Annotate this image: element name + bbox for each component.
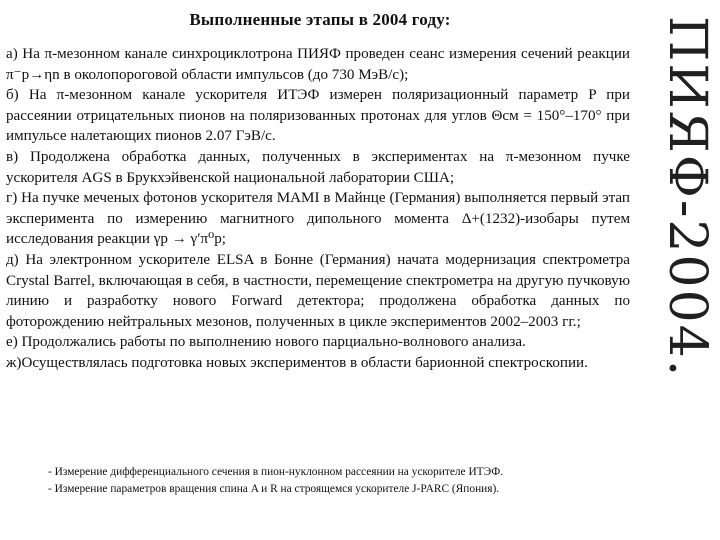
stage-g-paragraph: ж)Осуществлялась подготовка новых экспериментов в области барионной спектроскопии. (6, 354, 588, 371)
stage-a-paragraph: а) На π-мезонном канале синхроциклотрона ПИЯФ проведен сеанс измерения сечений реакции π⁻p→ηn в околопороговой области импульсов (до 730 МэВ/с); (6, 46, 630, 83)
stage-f-paragraph: е) Продолжались работы по выполнению нового парциально-волнового анализа. (6, 334, 526, 351)
notes-list (48, 464, 638, 498)
note-itep-cross-section: - Измерение дифференциального сечения в пион-нуклонном рассеянии на ускорителе ИТЭФ. (48, 466, 504, 478)
note-jparc-spin-rotation: - Измерение параметров вращения спина A и R на строящемся ускорителе J-PARC (Япония). (48, 483, 500, 495)
stage-e-paragraph: д) На электронном ускорителе ELSA в Бонне (Германия) начата модернизация спектрометра Crystal Barrel, включающая в себя, в частности, перемещение спектрометра на другую пучковую линию и разработку нового Forward детектора; продолжена обработка данных по фоторождению нейтральных мезонов, полученных в цикле экспериментов 2002–2003 гг.; (6, 251, 630, 330)
side-banner-text: ПИЯФ-2004. (657, 16, 717, 379)
stage-b-paragraph: б) На π-мезонном канале ускорителя ИТЭФ измерен поляризационный параметр P при рассеянии отрицательных пионов на поляризованных протонах для углов Θсм = 150°–170° при импульсе налетающих пионов 2.07 ГэВ/с. (6, 87, 630, 145)
stage-d-paragraph: г) На пучке меченых фотонов ускорителя MAMI в Майнце (Германия) выполняется первый этап эксперимента по измерению магнитного дипольного момента Δ+(1232)-изобары путем исследования реакции γp → γ′π⁰p; (6, 190, 630, 248)
stages-list (6, 44, 630, 374)
stage-c-paragraph: в) Продолжена обработка данных, полученных в экспериментах на π-мезонном пучке ускорителя AGS в Брукхэйвенской национальной лаборатории США; (6, 148, 630, 186)
side-banner (651, 10, 717, 480)
slide-title: Выполненные этапы в 2004 году: (189, 10, 451, 29)
